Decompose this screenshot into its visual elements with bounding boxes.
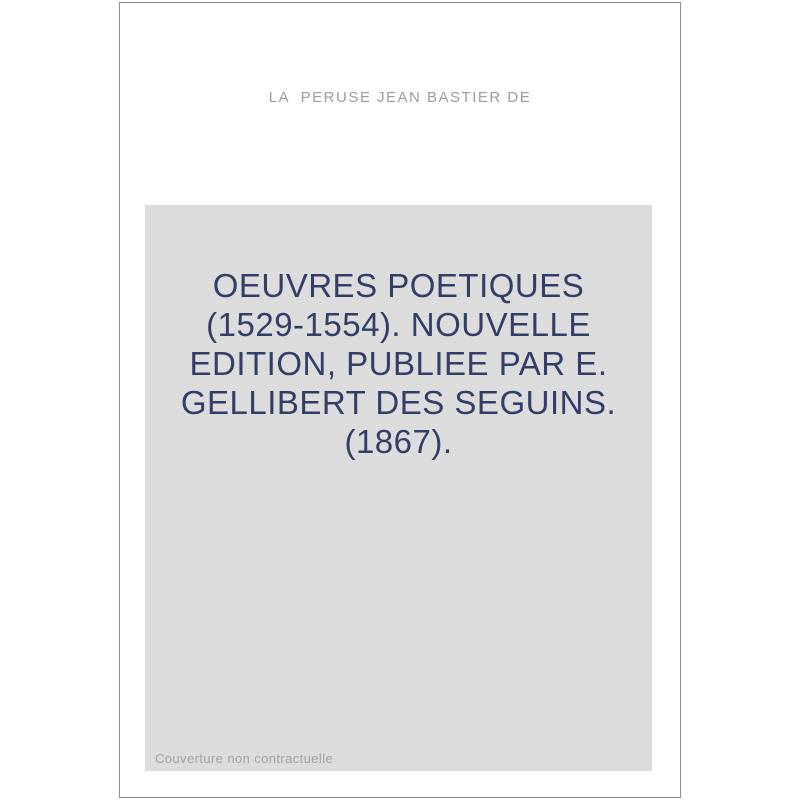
title-panel	[145, 205, 652, 771]
book-cover-page	[119, 2, 681, 798]
title-line-5: (1867).	[344, 423, 453, 460]
author-name: LA PERUSE JEAN BASTIER DE	[268, 89, 532, 106]
book-title	[145, 205, 652, 461]
title-line-2: (1529-1554). NOUVELLE	[206, 306, 591, 343]
title-line-3: EDITION, PUBLIEE PAR E.	[189, 345, 608, 382]
disclaimer-note: Couverture non contractuelle	[155, 751, 334, 766]
title-line-4: GELLIBERT DES SEGUINS.	[180, 384, 617, 421]
title-line-1: OEUVRES POETIQUES	[212, 267, 585, 304]
